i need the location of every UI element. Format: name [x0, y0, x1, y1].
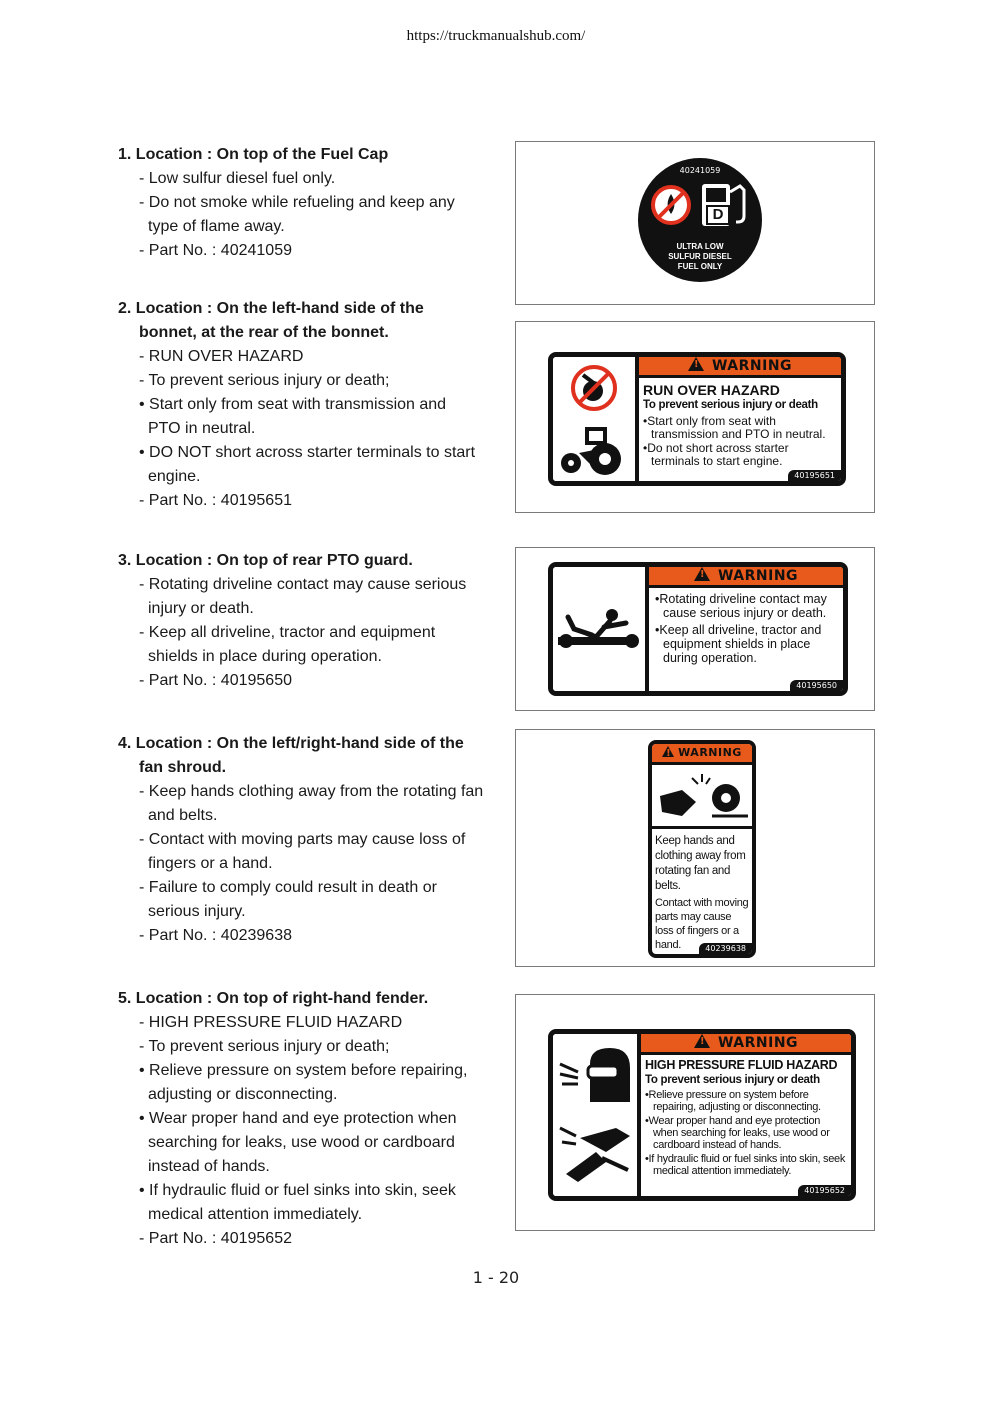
decal-text-panel: [639, 357, 841, 481]
fan-warning-text: Contact with moving parts may cause loss of fingers or a hand.: [655, 897, 749, 951]
decal-part-number: 40195652: [798, 1185, 851, 1196]
decal-frame-runover: [515, 321, 875, 513]
bullet: • DO NOT short across starter terminals to start engine.: [139, 444, 476, 485]
bullet: - To prevent serious injury or death;: [139, 1038, 390, 1055]
hazard-item: •Wear proper hand and eye protection when searching for leaks, use wood or cardboard instead of hands.: [645, 1115, 830, 1151]
decal-frame-driveline: [515, 547, 875, 711]
bullet: - Part No. : 40241059: [139, 242, 292, 259]
hazard-item: •If hydraulic fluid or fuel sinks into skin, seek medical attention immediately.: [645, 1153, 846, 1177]
warning-triangle-icon: [694, 1034, 710, 1048]
decal-frame-fan: [515, 729, 875, 967]
bullet: - To prevent serious injury or death;: [139, 372, 390, 389]
fan-warning-bold: Keep hands and clothing away from rotating fan and belts.: [655, 835, 746, 892]
section-run-over: [118, 297, 508, 513]
bullet: - Failure to comply could result in death or serious injury.: [139, 879, 437, 920]
fan-belt-entanglement-icon: [652, 768, 752, 824]
warning-banner: !WARNING: [652, 744, 752, 765]
hazard-item: •Start only from seat with transmission and PTO in neutral.: [643, 414, 826, 441]
no-flame-icon: [650, 184, 692, 226]
section-pto-guard: [118, 549, 508, 693]
bullet: - Part No. : 40195650: [139, 672, 292, 689]
bullet: • Wear proper hand and eye protection when searching for leaks, use wood or cardboard instead of hands.: [139, 1110, 457, 1175]
decal-part-number: 40241059: [679, 166, 721, 175]
decal-pictograms: [553, 567, 649, 691]
section-title: 4. Location : On the left/right-hand side of the fan shroud.: [118, 735, 464, 776]
bullet: • If hydraulic fluid or fuel sinks into skin, seek medical attention immediately.: [139, 1182, 456, 1223]
decal-frame-fluid: [515, 994, 875, 1231]
section-fan-shroud: [118, 732, 508, 948]
bullet: • Relieve pressure on system before repairing, adjusting or disconnecting.: [139, 1062, 468, 1103]
section-title: 3. Location : On top of rear PTO guard.: [118, 552, 413, 569]
section-fender: [118, 987, 508, 1251]
section-title: 1. Location : On top of the Fuel Cap: [118, 146, 389, 163]
driveline-entanglement-icon: [556, 603, 642, 663]
bullet: - HIGH PRESSURE FLUID HAZARD: [139, 1014, 403, 1031]
section-fuel-cap: [118, 143, 508, 263]
section-title: 2. Location : On the left-hand side of the bonnet, at the rear of the bonnet.: [118, 300, 424, 341]
fuel-line-1: ULTRA LOW: [676, 242, 724, 251]
bullet: - Part No. : 40239638: [139, 927, 292, 944]
warning-triangle-icon: [662, 746, 674, 757]
warning-banner: !WARNING: [641, 1034, 851, 1055]
fluid-decal: [548, 1029, 856, 1201]
hazard-item: •Rotating driveline contact may cause serious injury or death.: [655, 592, 827, 620]
decal-pictograms: [553, 1034, 641, 1196]
driveline-decal: [548, 562, 848, 696]
section-title: 5. Location : On top of right-hand fender.: [118, 990, 429, 1007]
eye-protection-icon: [556, 1044, 634, 1104]
decal-part-number: 40195650: [790, 680, 843, 691]
hazard-title: RUN OVER HAZARD: [643, 382, 780, 398]
fuel-line-2: SULFUR DIESEL: [668, 252, 732, 261]
decal-frame-fuel: [515, 141, 875, 305]
hand-protection-icon: [556, 1118, 634, 1184]
fan-decal: [648, 740, 756, 958]
warning-triangle-icon: [688, 357, 704, 371]
decal-text-panel: [641, 1034, 851, 1196]
hazard-prevent: To prevent serious injury or death: [643, 399, 818, 411]
bullet: - Contact with moving parts may cause loss of fingers or a hand.: [139, 831, 466, 872]
fuel-letter: D: [706, 205, 730, 225]
runover-decal: [548, 352, 846, 486]
warning-triangle-icon: [694, 567, 710, 581]
bullet: - Keep hands clothing away from the rotating fan and belts.: [139, 783, 484, 824]
warning-banner: !WARNING: [649, 567, 843, 588]
decal-part-number: 40239638: [699, 943, 752, 954]
bullet: • Start only from seat with transmission and PTO in neutral.: [139, 396, 447, 437]
hazard-item: •Do not short across starter terminals to start engine.: [643, 441, 789, 468]
page-number: 1 - 20: [472, 1268, 520, 1287]
bullet: - Rotating driveline contact may cause serious injury or death.: [139, 576, 467, 617]
bullet: - Low sulfur diesel fuel only.: [139, 170, 336, 187]
bullet: - Part No. : 40195652: [139, 1230, 292, 1247]
no-shorting-icon: [569, 363, 619, 413]
hazard-item: •Relieve pressure on system before repairing, adjusting or disconnecting.: [645, 1089, 821, 1113]
hazard-prevent: To prevent serious injury or death: [645, 1074, 820, 1086]
bullet: - Do not smoke while refueling and keep any type of flame away.: [139, 194, 455, 235]
fuel-line-3: FUEL ONLY: [677, 262, 723, 271]
bullet: - Keep all driveline, tractor and equipment shields in place during operation.: [139, 624, 436, 665]
bullet: - Part No. : 40195651: [139, 492, 292, 509]
decal-pictograms: [553, 357, 639, 481]
decal-text-panel: [649, 567, 843, 691]
header-url: https://truckmanualshub.com/: [406, 28, 586, 44]
hazard-title: HIGH PRESSURE FLUID HAZARD: [645, 1058, 838, 1072]
bullet: - RUN OVER HAZARD: [139, 348, 304, 365]
fuel-decal: [638, 158, 762, 282]
decal-part-number: 40195651: [788, 470, 841, 481]
hazard-item: •Keep all driveline, tractor and equipment shields in place during operation.: [655, 623, 822, 665]
warning-banner: !WARNING: [639, 357, 841, 378]
tractor-runover-icon: [559, 423, 629, 479]
